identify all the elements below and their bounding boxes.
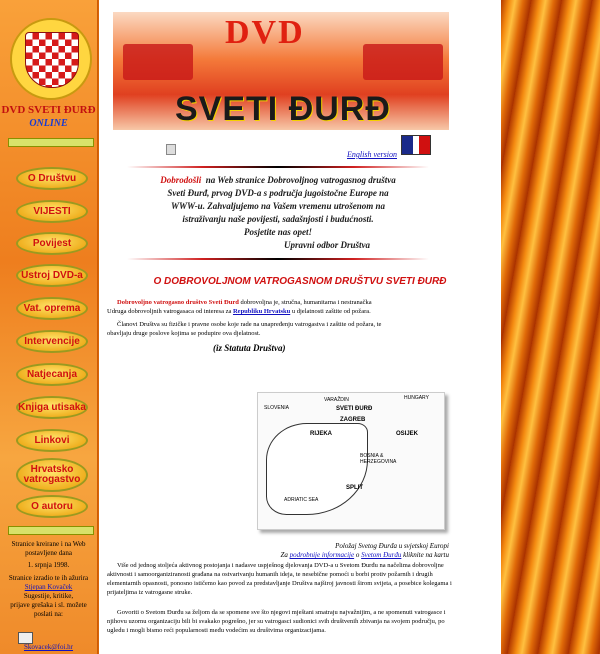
history-paragraph: Više od jednog stoljeća aktivnog postojanja i nadasve uspješnog djelovanja DVD-a u Svetom Đurđu na načelima dobrovoljne aktivnosti i samoorganiziranosti građana na ostvarivanju humanih ideja, te nesebične pomoći u borbi protiv požarnih i drugih elementarnih opasnosti, ponosno ističemo kao povod za predstavljanje Društva najširoj javnosti širom svijeta, a posebice kolegama i prijateljima iz vatrogasne struke. <box>107 562 452 596</box>
republika-hrvatska-link[interactable]: Republiku Hrvatsku <box>232 308 291 315</box>
suggest-line2: prijave grešaka i sl. možete <box>10 601 87 609</box>
intro-line2: Sveti Đurđ, prvog DVD-a s područja jugoistočne Europe na <box>167 188 389 198</box>
intro-line5: Posjetite nas opet! <box>244 227 312 237</box>
map-label: VARAŽDIN <box>324 397 349 403</box>
history-paragraph-2: Govoriti o Svetom Đurđu sa željom da se spomene sve što njegovi mještani smatraju najvažnijim, a ne spomenuti vatrogasce i njihovu uzornu organizaciju bili bi svakako pogrešno, jer su vatrogasci sudionici svih društvenih zbivanja na svojem području, po ugledu i mogli bismo reći popularnosti među vodećim su društvima organizacijama. <box>107 609 446 634</box>
nav-linkovi[interactable]: Linkovi <box>16 429 88 452</box>
sveti-durd-link[interactable]: Svetom Đurđu <box>361 551 402 559</box>
divider <box>8 138 94 147</box>
map-label: SVETI ĐURĐ <box>336 406 373 412</box>
nav-hrvatsko-vatrogastvo[interactable]: Hrvatsko vatrogastvo <box>16 458 88 492</box>
map-label: RIJEKA <box>310 431 333 437</box>
signature: Upravni odbor Društva <box>284 240 371 250</box>
suggest-line1: Sugestije, kritike, <box>23 592 74 600</box>
caption-o: o <box>355 551 360 559</box>
uk-flag-icon[interactable] <box>401 135 431 155</box>
nav-knjiga-utisaka[interactable]: Knjiga utisaka <box>16 396 88 419</box>
banner-dvd-text: DVD <box>225 14 305 51</box>
nav-o-autoru[interactable]: O autoru <box>16 495 88 518</box>
fire-truck-image <box>123 44 193 80</box>
author-link[interactable]: Stjepan Kovaček <box>24 583 73 591</box>
main-content <box>99 0 501 654</box>
map-label: ADRIATIC SEA <box>284 497 319 503</box>
intro-line3: WWW-u. Zahvaljujemo na Vašem vremenu utrošenom na <box>171 201 385 211</box>
nav-natjecanja[interactable]: Natjecanja <box>16 363 88 386</box>
divider-line <box>127 258 429 260</box>
caption-line1: Položaj Svetog Đurđa u svjetskoj Europi <box>335 542 449 550</box>
intro-line1: na Web stranice Dobrovoljnog vatrogasnog društva <box>205 175 396 185</box>
nav-intervencije[interactable]: Intervencije <box>16 330 88 353</box>
site-title: DVD SVETI ĐURĐ <box>1 104 96 116</box>
intro-line4: istraživanju naše povijesti, sadašnjosti i budućnosti. <box>182 214 374 224</box>
welcome-message <box>123 174 433 239</box>
section-title: O DOBROVOLJNOM VATROGASNOM DRUŠTVU SVETI ĐURĐ <box>153 276 447 287</box>
croatia-map[interactable] <box>257 392 445 530</box>
fire-brigade-logo <box>10 18 92 100</box>
map-label: ZAGREB <box>340 417 366 423</box>
created-line2: postavljene dana <box>25 549 72 557</box>
nav-vat-oprema[interactable]: Vat. oprema <box>16 297 88 320</box>
suggest-line3: poslati na: <box>34 610 63 618</box>
p1-line2b: u djelatnosti zaštite od požara. <box>291 308 371 315</box>
about-paragraph-1 <box>107 298 457 316</box>
nav-povijest[interactable]: Povijest <box>16 232 88 255</box>
fire-truck-image <box>363 44 443 80</box>
banner-name-text: SVETI ĐURĐ <box>175 90 391 128</box>
divider <box>8 526 94 535</box>
english-version-link[interactable]: English version <box>347 150 397 159</box>
nav-ustroj[interactable]: Ustroj DVD-a <box>16 264 88 287</box>
p2-line2: obavljaju druge poslove kojima se podupire ova djelatnost. <box>107 330 261 337</box>
croatian-shield-icon <box>25 32 79 88</box>
author-line: Stranice izradio te ih ažurira <box>8 574 89 582</box>
caption-za: Za <box>280 551 288 559</box>
map-label: BOSNIA & HERZEGOVINA <box>360 453 397 465</box>
email-link[interactable]: Skovacek@foi.hr <box>23 643 74 651</box>
map-label: SLOVENIA <box>264 405 290 411</box>
nav-o-drustvu[interactable]: O Društvu <box>16 167 88 190</box>
created-date: 1. srpnja 1998. <box>27 561 70 569</box>
author-info <box>2 574 95 619</box>
map-label: HUNGARY <box>404 395 429 401</box>
about-paragraph-2 <box>107 320 457 338</box>
welcome-word: Dobrodošli <box>160 175 202 185</box>
created-info <box>2 540 95 570</box>
divider-line <box>127 166 429 168</box>
p1-line2a: Udruga dobrovoljnih vatrogasaca od interesa za <box>107 308 232 315</box>
site-subtitle: ONLINE <box>29 118 68 129</box>
org-name: Dobrovoljno vatrogasno društvo Sveti Đurđ <box>117 299 239 306</box>
nav-vijesti[interactable]: VIJESTI <box>16 200 88 223</box>
email-wrap <box>2 643 95 652</box>
map-label: SPLIT <box>346 485 364 491</box>
page-icon <box>166 144 176 155</box>
left-sidebar <box>0 0 97 654</box>
map-label: OSIJEK <box>396 431 419 437</box>
fire-background-decoration <box>501 0 600 654</box>
created-line1: Stranice kreirane i na Web <box>11 540 86 548</box>
p2-line1: Članovi Društva su fizičke i pravne osobe koje rade na unapređenju vatrogastva i zaštite od požara, te <box>117 321 382 328</box>
p1-rest: dobrovoljna je, stručna, humanitarna i nestranačka <box>240 299 372 306</box>
details-link[interactable]: podrobnije informacije <box>289 551 355 559</box>
statut-note: (iz Statuta Društva) <box>213 343 286 353</box>
map-caption <box>249 542 449 560</box>
header-banner <box>113 12 449 130</box>
caption-click: kliknite na kartu <box>403 551 449 559</box>
